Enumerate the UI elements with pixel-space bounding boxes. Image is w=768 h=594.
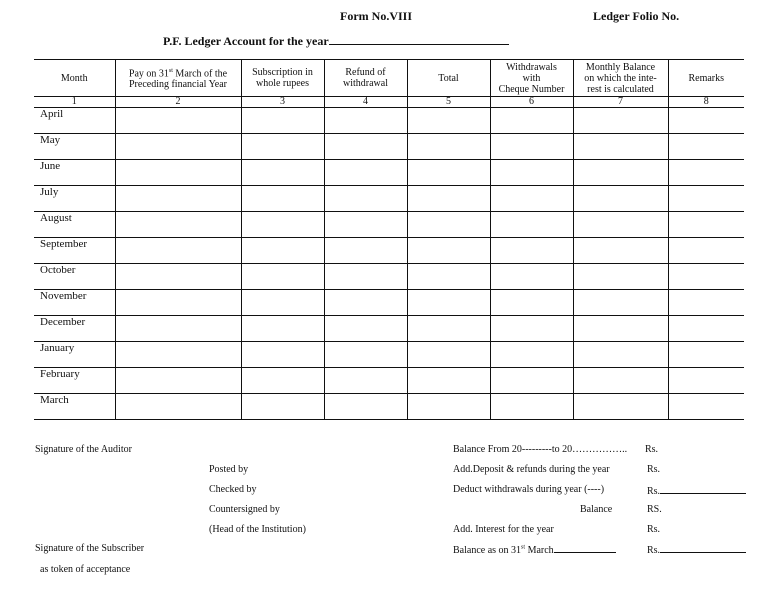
entry-cell[interactable] (407, 212, 490, 238)
ledger-title (163, 34, 509, 49)
deduct-withdrawals-label: Deduct withdrawals during year (----) (453, 484, 605, 495)
month-cell: April (34, 108, 115, 134)
table-row (34, 134, 744, 160)
col-header-pay: Pay on 31st March of the Preceding financial Year (115, 60, 241, 97)
entry-cell[interactable] (407, 368, 490, 394)
entry-cell[interactable] (407, 342, 490, 368)
balance-31-march-label: Balance as on 31st March (453, 543, 616, 556)
entry-cell[interactable] (241, 368, 324, 394)
entry-cell[interactable] (668, 342, 744, 368)
entry-cell[interactable] (407, 134, 490, 160)
rs-label: RS. (647, 504, 662, 515)
subscriber-signature-label: Signature of the Subscriber (35, 543, 145, 554)
entry-cell[interactable] (668, 186, 744, 212)
entry-cell[interactable] (668, 212, 744, 238)
entry-cell[interactable] (324, 316, 407, 342)
ledger-title-text: P.F. Ledger Account for the year (163, 34, 329, 48)
entry-cell[interactable] (573, 368, 668, 394)
year-blank-line (329, 34, 509, 45)
entry-cell[interactable] (573, 342, 668, 368)
entry-cell[interactable] (115, 134, 241, 160)
entry-cell[interactable] (115, 342, 241, 368)
table-row (34, 368, 744, 394)
entry-cell[interactable] (407, 160, 490, 186)
table-row (34, 108, 744, 134)
entry-cell[interactable] (573, 186, 668, 212)
column-number-row (34, 97, 744, 108)
entry-cell[interactable] (490, 290, 573, 316)
entry-cell[interactable] (668, 264, 744, 290)
entry-cell[interactable] (324, 264, 407, 290)
month-cell: August (34, 212, 115, 238)
entry-cell[interactable] (115, 160, 241, 186)
head-institution-label: (Head of the Institution) (209, 524, 306, 535)
col-number: 2 (115, 97, 241, 108)
entry-cell[interactable] (115, 316, 241, 342)
form-number: Form No.VIII (340, 9, 412, 23)
table-row (34, 316, 744, 342)
entry-cell[interactable] (324, 108, 407, 134)
checked-by-label: Checked by (209, 484, 257, 495)
entry-cell[interactable] (115, 290, 241, 316)
token-of-acceptance-label: as token of acceptance (40, 564, 131, 575)
add-deposit-label: Add.Deposit & refunds during the year (453, 464, 610, 475)
balance-from-label: Balance From 20---------to 20…………….. (453, 444, 628, 455)
entry-cell[interactable] (490, 238, 573, 264)
month-cell: February (34, 368, 115, 394)
col-number: 1 (34, 97, 115, 108)
month-cell: July (34, 186, 115, 212)
rs-label: Rs. (645, 444, 659, 455)
entry-cell[interactable] (668, 160, 744, 186)
entry-cell[interactable] (407, 108, 490, 134)
entry-cell[interactable] (324, 342, 407, 368)
entry-cell[interactable] (668, 316, 744, 342)
entry-cell[interactable] (668, 368, 744, 394)
entry-cell[interactable] (668, 290, 744, 316)
entry-cell[interactable] (668, 238, 744, 264)
col-header-remarks: Remarks (668, 60, 744, 97)
col-header-month: Month (34, 60, 115, 97)
entry-cell[interactable] (490, 212, 573, 238)
entry-cell[interactable] (407, 186, 490, 212)
col-number: 4 (324, 97, 407, 108)
entry-cell[interactable] (407, 316, 490, 342)
col-number: 5 (407, 97, 490, 108)
entry-cell[interactable] (324, 160, 407, 186)
amount-blank-line (660, 484, 746, 494)
entry-cell[interactable] (324, 368, 407, 394)
rs-label: Rs. (647, 484, 746, 497)
entry-cell[interactable] (490, 368, 573, 394)
entry-cell[interactable] (241, 342, 324, 368)
entry-cell[interactable] (668, 134, 744, 160)
entry-cell[interactable] (573, 134, 668, 160)
entry-cell[interactable] (668, 108, 744, 134)
table-row (34, 238, 744, 264)
entry-cell[interactable] (573, 108, 668, 134)
entry-cell[interactable] (573, 160, 668, 186)
entry-cell[interactable] (573, 394, 668, 420)
entry-cell[interactable] (241, 160, 324, 186)
entry-cell[interactable] (573, 290, 668, 316)
entry-cell[interactable] (490, 264, 573, 290)
entry-cell[interactable] (115, 186, 241, 212)
rs-label: Rs. (647, 524, 661, 535)
entry-cell[interactable] (324, 394, 407, 420)
entry-cell[interactable] (407, 290, 490, 316)
balance-31-blank-line (554, 543, 616, 553)
entry-cell[interactable] (407, 238, 490, 264)
table-header-row (34, 60, 744, 97)
entry-cell[interactable] (115, 238, 241, 264)
col-header-refund: Refund of withdrawal (324, 60, 407, 97)
col-number: 7 (573, 97, 668, 108)
auditor-signature-label: Signature of the Auditor (35, 444, 132, 455)
entry-cell[interactable] (324, 186, 407, 212)
month-cell: January (34, 342, 115, 368)
entry-cell[interactable] (115, 368, 241, 394)
amount-blank-line (660, 543, 746, 553)
entry-cell[interactable] (241, 134, 324, 160)
month-cell: September (34, 238, 115, 264)
entry-cell[interactable] (407, 264, 490, 290)
month-cell: December (34, 316, 115, 342)
entry-cell[interactable] (241, 212, 324, 238)
col-number: 8 (668, 97, 744, 108)
rs-label: Rs. (647, 464, 661, 475)
entry-cell[interactable] (241, 108, 324, 134)
entry-cell[interactable] (241, 264, 324, 290)
entry-cell[interactable] (490, 394, 573, 420)
table-row (34, 394, 744, 420)
balance-label: Balance (580, 504, 613, 515)
entry-cell[interactable] (115, 264, 241, 290)
entry-cell[interactable] (324, 238, 407, 264)
table-row (34, 342, 744, 368)
entry-cell[interactable] (241, 316, 324, 342)
entry-cell[interactable] (241, 290, 324, 316)
entry-cell[interactable] (668, 394, 744, 420)
entry-cell[interactable] (490, 316, 573, 342)
entry-cell[interactable] (573, 264, 668, 290)
table-row (34, 160, 744, 186)
table-row (34, 264, 744, 290)
entry-cell[interactable] (241, 394, 324, 420)
month-cell: November (34, 290, 115, 316)
entry-cell[interactable] (241, 238, 324, 264)
countersigned-by-label: Countersigned by (209, 504, 280, 515)
entry-cell[interactable] (115, 212, 241, 238)
entry-cell[interactable] (324, 212, 407, 238)
col-number: 3 (241, 97, 324, 108)
col-header-total: Total (407, 60, 490, 97)
table-row (34, 290, 744, 316)
month-cell: October (34, 264, 115, 290)
entry-cell[interactable] (115, 394, 241, 420)
month-cell: March (34, 394, 115, 420)
entry-cell[interactable] (573, 238, 668, 264)
posted-by-label: Posted by (209, 464, 249, 475)
entry-cell[interactable] (490, 134, 573, 160)
entry-cell[interactable] (573, 316, 668, 342)
entry-cell[interactable] (241, 186, 324, 212)
entry-cell[interactable] (324, 134, 407, 160)
entry-cell[interactable] (490, 108, 573, 134)
month-cell: May (34, 134, 115, 160)
entry-cell[interactable] (573, 212, 668, 238)
month-cell: June (34, 160, 115, 186)
col-header-subscription: Subscription in whole rupees (241, 60, 324, 97)
ledger-folio-label: Ledger Folio No. (593, 9, 680, 23)
entry-cell[interactable] (324, 290, 407, 316)
col-header-monthly-balance: Monthly Balance on which the inte- rest is calculated (573, 60, 668, 97)
col-header-withdrawals: Withdrawals with Cheque Number (490, 60, 573, 97)
entry-cell[interactable] (115, 108, 241, 134)
table-row (34, 212, 744, 238)
add-interest-label: Add. Interest for the year (453, 524, 554, 535)
entry-cell[interactable] (490, 186, 573, 212)
col-number: 6 (490, 97, 573, 108)
entry-cell[interactable] (490, 342, 573, 368)
entry-cell[interactable] (407, 394, 490, 420)
ledger-table (34, 59, 744, 420)
entry-cell[interactable] (490, 160, 573, 186)
rs-label: Rs. (647, 543, 746, 556)
table-row (34, 186, 744, 212)
